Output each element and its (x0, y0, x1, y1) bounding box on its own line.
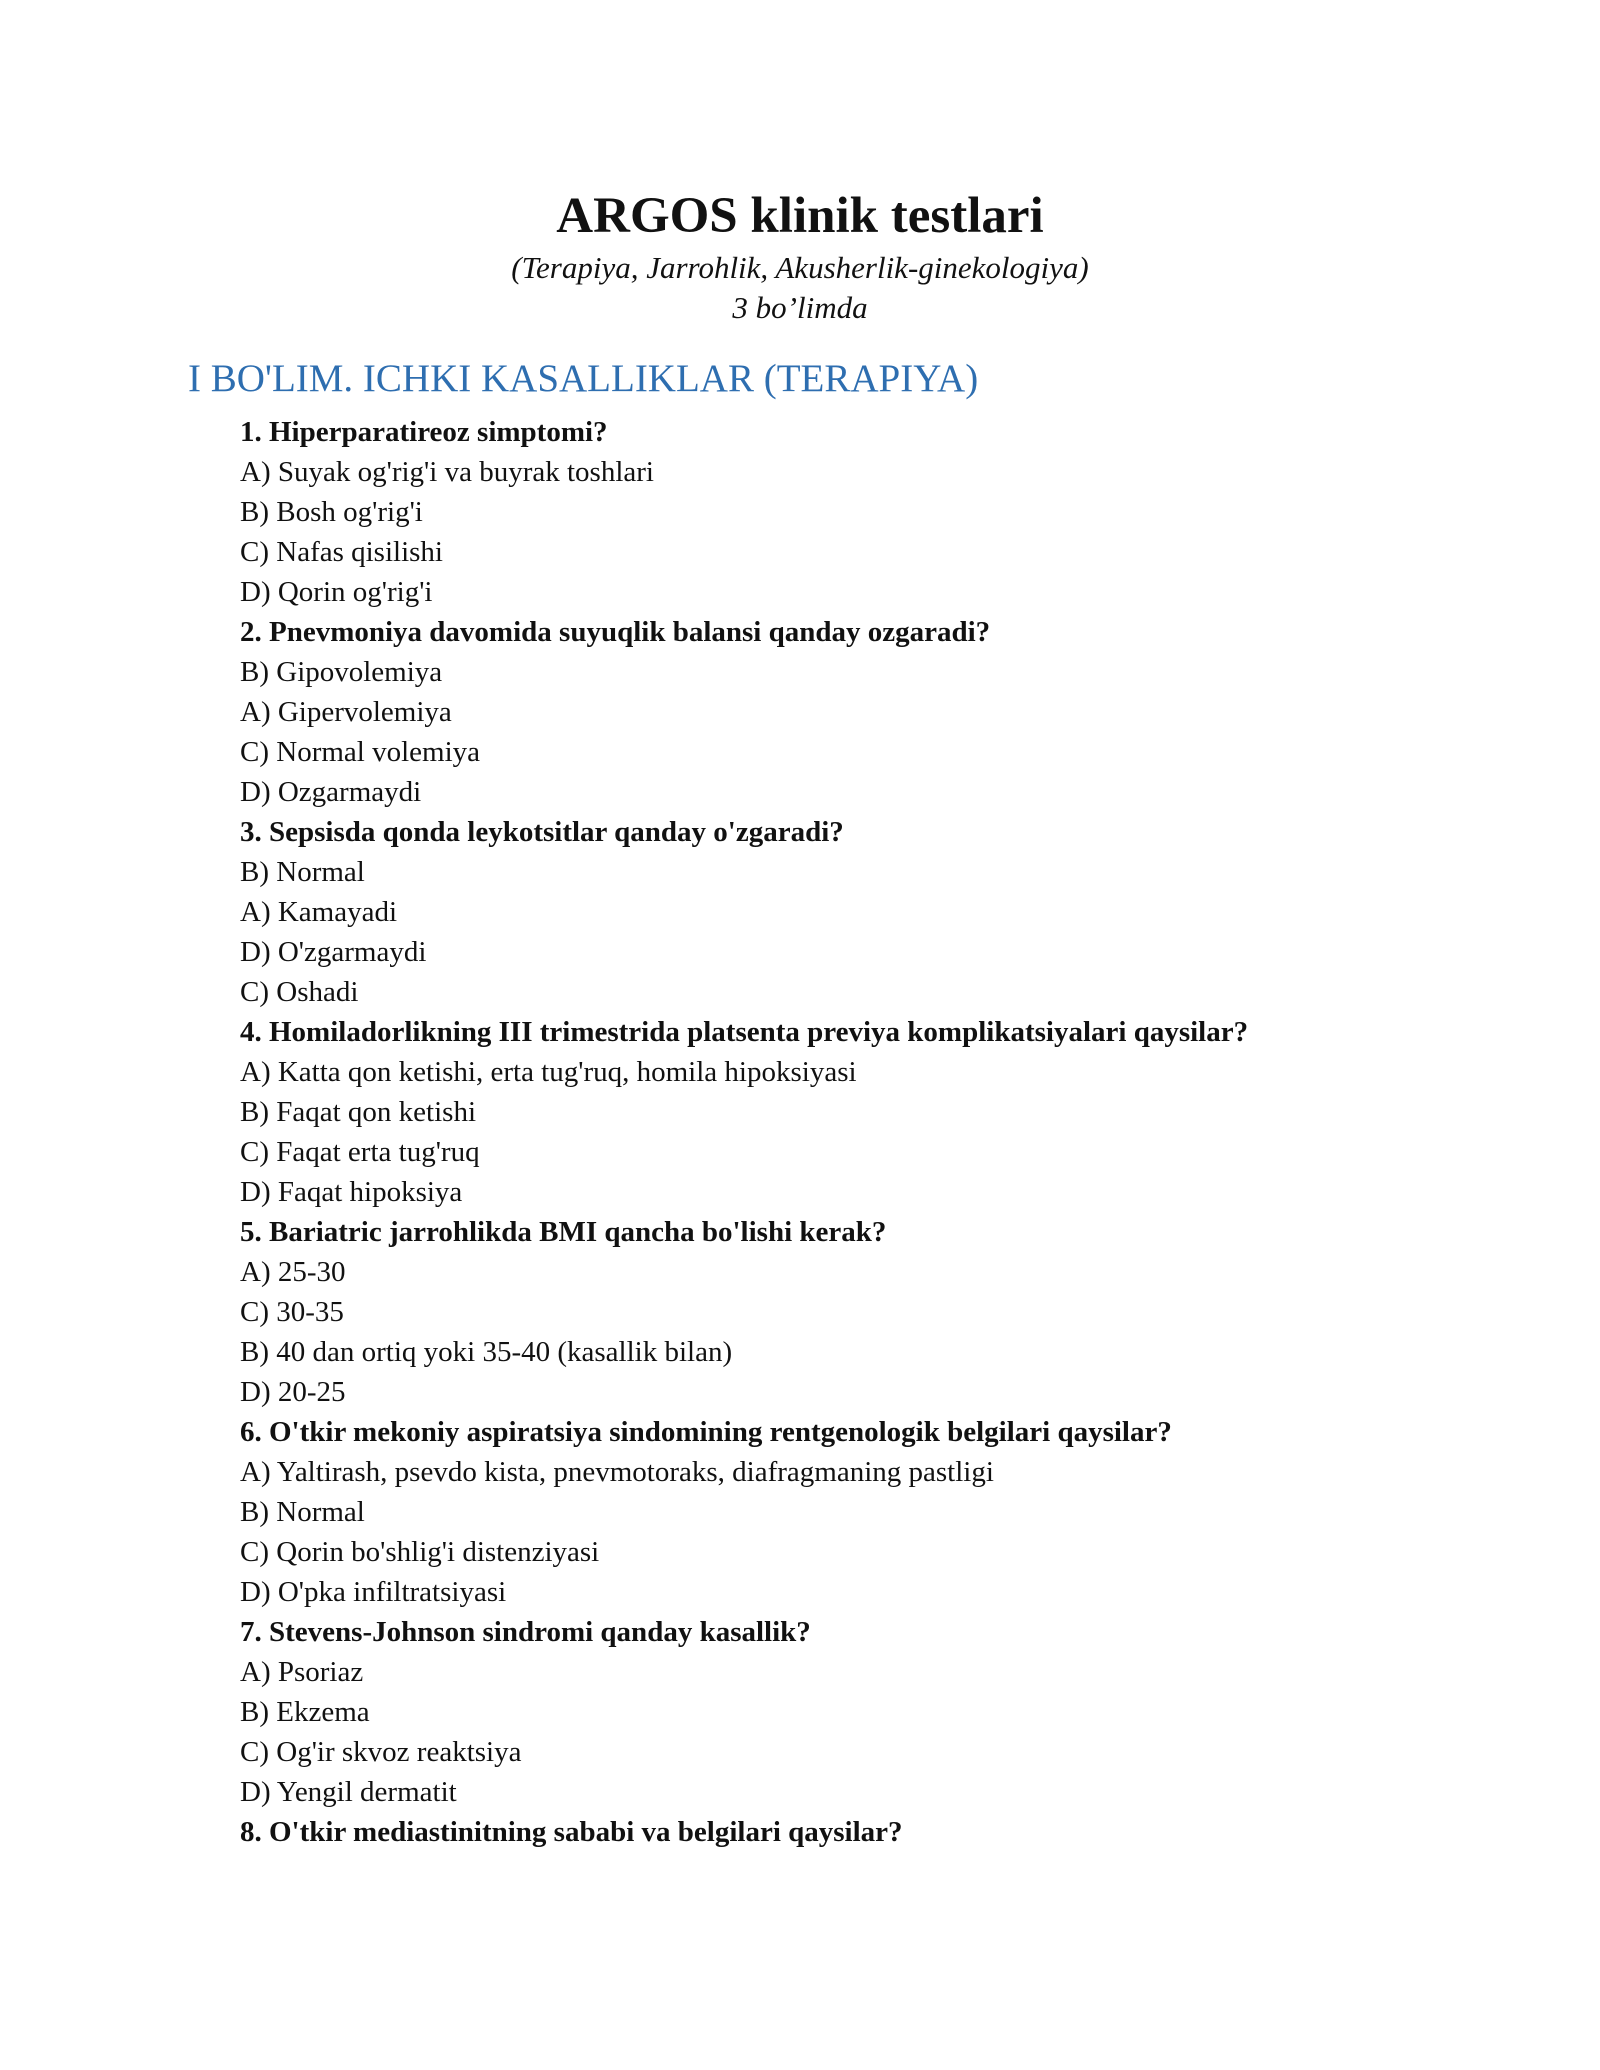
document-title: ARGOS klinik testlari (556, 188, 1044, 244)
question-text: 4. Homiladorlikning III trimestrida platsenta previya komplikatsiyalari qaysilar? (240, 1016, 1249, 1048)
question-text: 7. Stevens-Johnson sindromi qanday kasallik? (240, 1616, 811, 1648)
answer-option: D) Faqat hipoksiya (240, 1176, 463, 1208)
question-block (240, 1612, 1440, 1812)
question-block (240, 1212, 1440, 1412)
answer-option: B) Ekzema (240, 1696, 370, 1728)
answer-option: A) Psoriaz (240, 1656, 364, 1688)
question-block (240, 612, 1440, 812)
answer-option: D) Yengil dermatit (240, 1776, 457, 1808)
answer-option: C) Qorin bo'shlig'i distenziyasi (240, 1536, 600, 1568)
answer-option: C) 30-35 (240, 1296, 344, 1328)
question-text: 3. Sepsisda qonda leykotsitlar qanday o'zgaradi? (240, 816, 844, 848)
answer-option: A) Katta qon ketishi, erta tug'ruq, homila hipoksiyasi (240, 1056, 857, 1088)
answer-option: C) Faqat erta tug'ruq (240, 1136, 480, 1168)
section-heading: I BO'LIM. ICHKI KASALLIKLAR (TERAPIYA) (188, 357, 979, 400)
answer-option: C) Oshadi (240, 976, 359, 1008)
question-text: 8. O'tkir mediastinitning sababi va belgilari qaysilar? (240, 1816, 903, 1848)
answer-option: B) Gipovolemiya (240, 656, 443, 688)
question-block (240, 1412, 1440, 1612)
document-parts-note: 3 bo’limda (732, 290, 868, 325)
answer-option: C) Og'ir skvoz reaktsiya (240, 1736, 522, 1768)
answer-option: B) Normal (240, 856, 365, 888)
answer-option: A) Yaltirash, psevdo kista, pnevmotoraks, diafragmaning pastligi (240, 1456, 994, 1488)
answer-option: A) Kamayadi (240, 896, 398, 928)
answer-option: B) Normal (240, 1496, 365, 1528)
question-text: 2. Pnevmoniya davomida suyuqlik balansi qanday ozgaradi? (240, 616, 991, 648)
question-text: 6. O'tkir mekoniy aspiratsiya sindomining rentgenologik belgilari qaysilar? (240, 1416, 1172, 1448)
answer-option: B) 40 dan ortiq yoki 35-40 (kasallik bilan) (240, 1336, 733, 1368)
question-block (240, 1012, 1440, 1212)
answer-option: A) Gipervolemiya (240, 696, 452, 728)
answer-option: D) O'zgarmaydi (240, 936, 427, 968)
answer-option: D) Qorin og'rig'i (240, 576, 433, 608)
question-text: 5. Bariatric jarrohlikda BMI qancha bo'lishi kerak? (240, 1216, 887, 1248)
question-block (240, 412, 1440, 612)
question-block (240, 812, 1440, 1012)
question-block (240, 1812, 1440, 1852)
question-text: 1. Hiperparatireoz simptomi? (240, 416, 608, 448)
answer-option: D) O'pka infiltratsiyasi (240, 1576, 507, 1608)
answer-option: D) Ozgarmaydi (240, 776, 422, 808)
answer-option: B) Faqat qon ketishi (240, 1096, 477, 1128)
question-list (240, 412, 1440, 1852)
document-subtitle: (Terapiya, Jarrohlik, Akusherlik-ginekologiya) (511, 250, 1089, 285)
answer-option: A) Suyak og'rig'i va buyrak toshlari (240, 456, 654, 488)
answer-option: A) 25-30 (240, 1256, 346, 1288)
answer-option: C) Nafas qisilishi (240, 536, 443, 568)
answer-option: D) 20-25 (240, 1376, 346, 1408)
answer-option: C) Normal volemiya (240, 736, 481, 768)
answer-option: B) Bosh og'rig'i (240, 496, 423, 528)
